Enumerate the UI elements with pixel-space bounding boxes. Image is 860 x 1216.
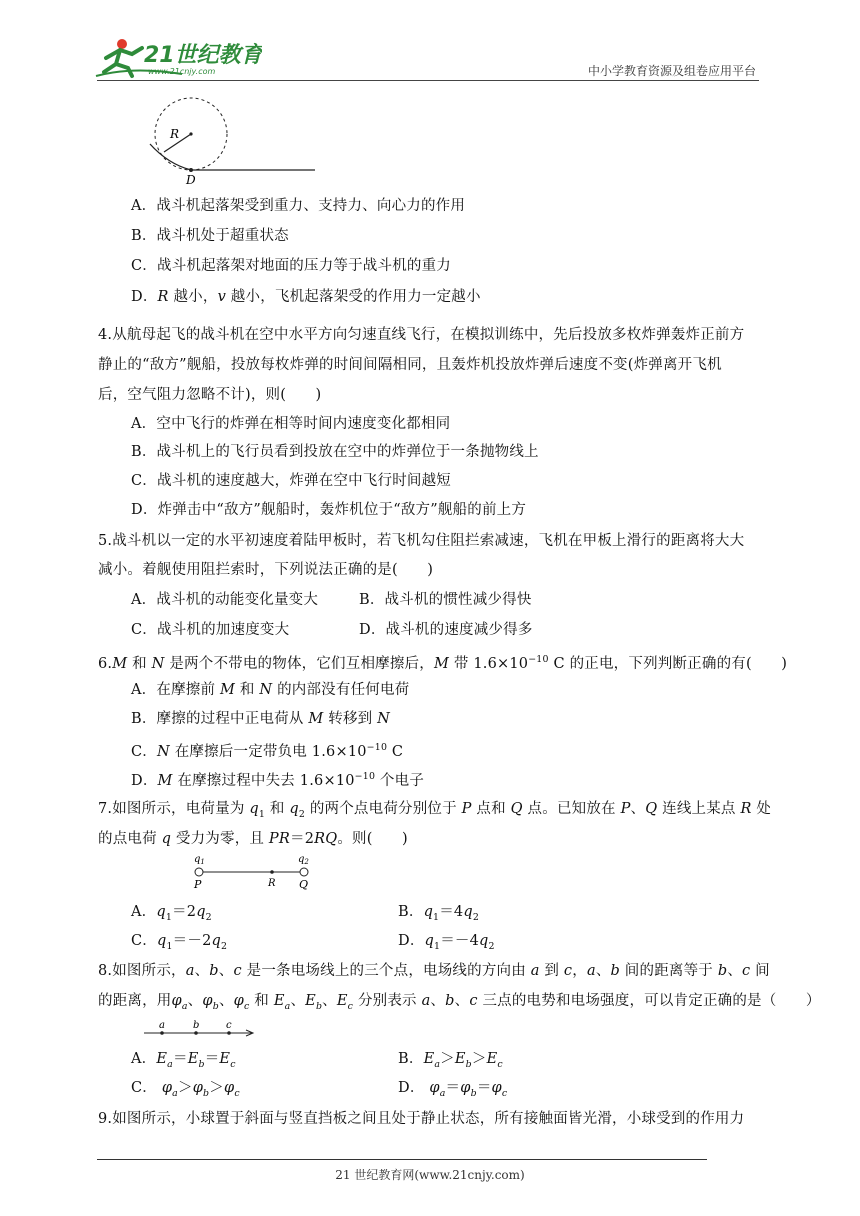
q7-stem-line1: 7.如图所示，电荷量为 $q_1$ 和 $q_2$ 的两个点电荷分别位于 P 点和 Q 点。已知放在 P、Q 连线上某点 R 处 bbox=[98, 801, 772, 820]
q3-option-c[interactable]: C．战斗机起落架对地面的压力等于战斗机的重力 bbox=[131, 258, 451, 274]
q9-stem-line1: 9.如图所示，小球置于斜面与竖直挡板之间且处于静止状态，所有接触面皆光滑，小球受到的作用力 bbox=[98, 1111, 745, 1127]
q7-option-c[interactable]: C．$q_1=-2q_2$ bbox=[131, 933, 228, 952]
charges-line-figure bbox=[188, 853, 318, 897]
q6-option-b[interactable]: B．摩擦的过程中正电荷从 M 转移到 N bbox=[131, 711, 391, 727]
svg-text:c: c bbox=[226, 1020, 232, 1031]
q8-stem-line1: 8.如图所示，a、b、c 是一条电场线上的三个点，电场线的方向由 a 到 c，a、b 间的距离等于 b、c 间 bbox=[98, 963, 770, 979]
q5-option-c[interactable]: C．战斗机的加速度变大 bbox=[131, 622, 290, 638]
svg-text:q2: $q_2$ bbox=[298, 854, 309, 866]
q4-stem-line3: 后，空气阻力忽略不计)，则( ) bbox=[98, 387, 322, 403]
q6-option-d[interactable]: D．M 在摩擦过程中失去 $1.6\times 10^{-10}$ 个电子 bbox=[131, 771, 425, 789]
point-d-label: D bbox=[186, 173, 196, 184]
q5-option-b[interactable]: B．战斗机的惯性减少得快 bbox=[359, 592, 532, 608]
q7-stem-line2: 的点电荷 q 受力为零，且 PR＝2RQ。则( ) bbox=[98, 831, 408, 847]
q8-stem-line2: 的距离，用$\varphi_a$、$\varphi_b$、$\varphi_c$ 和 $E_a$、$E_b$、$E_c$ 分别表示 a、b、c 三点的电势和电场强度，可以肯定正确的是（ ） bbox=[98, 993, 821, 1012]
logo-text: 21世纪教育 bbox=[144, 43, 262, 68]
q4-option-c[interactable]: C．战斗机的速度越大，炸弹在空中飞行时间越短 bbox=[131, 473, 451, 489]
q4-stem-line1: 4.从航母起飞的战斗机在空中水平方向匀速直线飞行，在模拟训练中，先后投放多枚炸弹轰炸正前方 bbox=[98, 327, 745, 343]
q6-option-a[interactable]: A．在摩擦前 M 和 N 的内部没有任何电荷 bbox=[131, 682, 410, 698]
q3-option-d[interactable]: D．R 越小，v 越小，飞机起落架受的作用力一定越小 bbox=[131, 289, 481, 305]
svg-text:a: a bbox=[159, 1020, 165, 1031]
q3-option-a[interactable]: A．战斗机起落架受到重力、支持力、向心力的作用 bbox=[131, 198, 466, 214]
q7-option-a[interactable]: A．$q_1=2q_2$ bbox=[131, 904, 212, 923]
q7-option-b[interactable]: B．$q_1=4q_2$ bbox=[398, 904, 480, 923]
runner-logo-icon bbox=[92, 36, 262, 80]
svg-text:q1: $q_1$ bbox=[194, 854, 205, 866]
svg-text:Q: Q bbox=[299, 878, 309, 891]
svg-text:R: R bbox=[268, 878, 276, 889]
circle-track-figure bbox=[140, 94, 330, 188]
header-divider bbox=[97, 80, 759, 81]
q8-option-c[interactable]: C． $\varphi_a>\varphi_b>\varphi_c$ bbox=[131, 1080, 240, 1099]
field-line-figure bbox=[142, 1018, 262, 1044]
svg-text:b: b bbox=[193, 1020, 200, 1031]
q8-option-b[interactable]: B．$E_a>E_b>E_c$ bbox=[398, 1051, 503, 1070]
q4-option-a[interactable]: A．空中飞行的炸弹在相等时间内速度变化都相同 bbox=[131, 416, 451, 432]
footer-text[interactable]: 21 世纪教育网(www.21cnjy.com) bbox=[335, 1168, 525, 1182]
footer-divider bbox=[97, 1159, 707, 1160]
logo-url: www.21cnjy.com bbox=[148, 67, 216, 76]
q4-option-d[interactable]: D．炸弹击中“敌方”舰船时，轰炸机位于“敌方”舰船的前上方 bbox=[131, 502, 527, 518]
q5-stem-line2: 减小。着舰使用阻拦索时，下列说法正确的是( ) bbox=[98, 562, 434, 578]
radius-label: R bbox=[170, 127, 180, 141]
site-logo[interactable] bbox=[92, 36, 262, 80]
svg-text:P: P bbox=[194, 878, 202, 891]
q8-option-a[interactable]: A．$E_a=E_b=E_c$ bbox=[131, 1051, 236, 1070]
q5-stem-line1: 5.战斗机以一定的水平初速度着陆甲板时，若飞机勾住阻拦索减速，飞机在甲板上滑行的距离将大大 bbox=[98, 533, 745, 549]
q6-stem: 6.M 和 N 是两个不带电的物体，它们互相摩擦后，M 带 $1.6\times 10^{-10}$ C 的正电，下列判断正确的有( ) bbox=[98, 654, 788, 672]
q4-option-b[interactable]: B．战斗机上的飞行员看到投放在空中的炸弹位于一条抛物线上 bbox=[131, 444, 539, 460]
q3-option-b[interactable]: B．战斗机处于超重状态 bbox=[131, 228, 289, 244]
q4-stem-line2: 静止的“敌方”舰船，投放每枚炸弹的时间间隔相同，且轰炸机投放炸弹后速度不变(炸弹离开飞机 bbox=[98, 357, 722, 373]
q5-option-d[interactable]: D．战斗机的速度减少得多 bbox=[359, 622, 533, 638]
q6-option-c[interactable]: C．N 在摩擦后一定带负电 $1.6\times 10^{-10}$ C bbox=[131, 742, 404, 760]
q7-option-d[interactable]: D．$q_1=-4q_2$ bbox=[398, 933, 495, 952]
q8-option-d[interactable]: D． $\varphi_a=\varphi_b=\varphi_c$ bbox=[398, 1080, 508, 1099]
platform-name: 中小学教育资源及组卷应用平台 bbox=[587, 64, 756, 78]
q5-option-a[interactable]: A．战斗机的动能变化量变大 bbox=[131, 592, 319, 608]
